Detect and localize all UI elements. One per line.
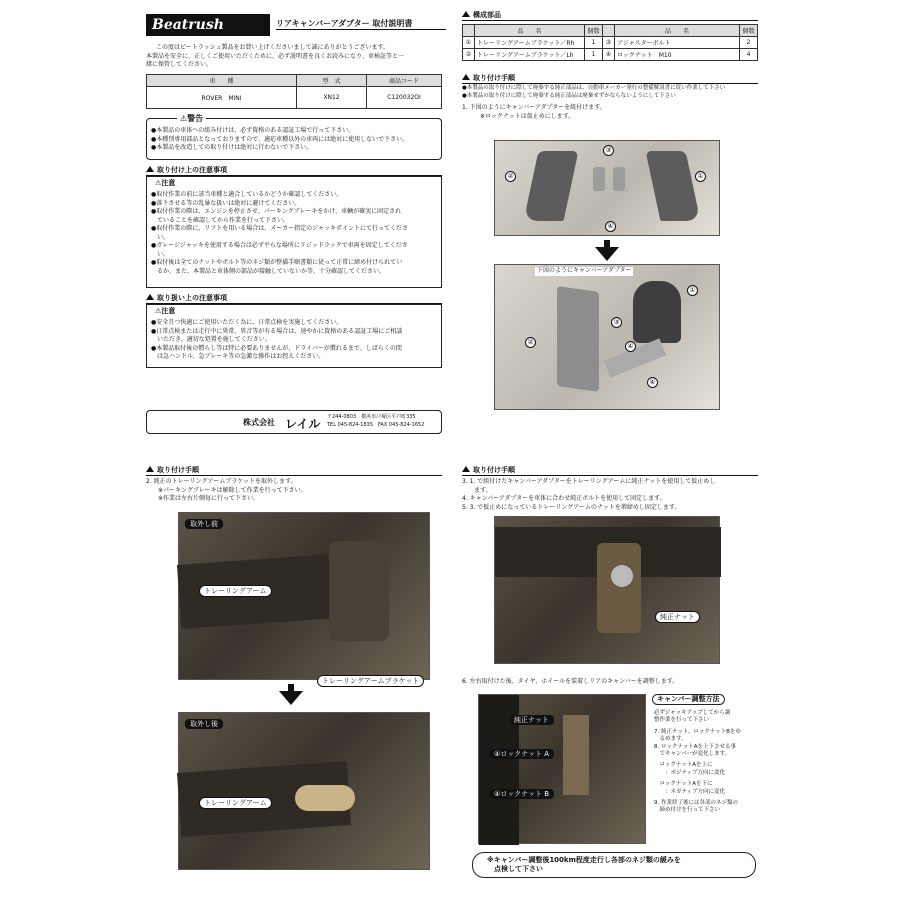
parts-col: 個数 [740, 25, 758, 37]
note-item: いただき、適切な処置を施してください。 [151, 336, 271, 343]
parts-col: 個数 [585, 25, 603, 37]
note-item: ていることを確認してから作業を行って下さい。 [151, 216, 290, 224]
trailing-arm-label: トレーリングアーム [199, 797, 272, 809]
adjust-line: るめます。 [654, 736, 687, 743]
warning-box [146, 114, 442, 160]
step-line: ます。 [462, 486, 492, 494]
mounted-photo [494, 516, 720, 664]
adjust-line: 9. 作業終了後には各部のネジ類の [654, 800, 738, 807]
bracket-left-shape [524, 151, 579, 221]
step-line: ※パーキングブレーキは解除して作業を行って下さい。 [146, 486, 307, 494]
parts-cell: 1 [585, 37, 603, 49]
spec-table [146, 74, 442, 109]
recheck-footer-box [472, 852, 756, 878]
company-address: 〒244-0803 横浜市戸塚区平戸町335 [327, 414, 416, 420]
footer-line: 点検して下さい [487, 865, 543, 873]
parts-cell: アジャスターボルト [615, 37, 740, 49]
step-line: 2. 純正のトレーリングアームブラケットを取外します。 [146, 478, 297, 485]
bracket-shape [329, 541, 389, 641]
before-label: 取外し前 [185, 519, 223, 529]
bracket-shape [597, 543, 641, 633]
shaft-shape [295, 785, 355, 811]
note-item: ●安全且つ快適にご使用いただく為に、日常点検を実施してください。 [151, 319, 343, 326]
parts-cell: ① [463, 37, 475, 49]
step-line: 1. 下図のようにキャンバーアダプターを組付けます。 [462, 104, 606, 111]
parts-header: 構成部品 [462, 11, 758, 21]
camber-adjust-panel [650, 694, 760, 844]
trailing-arm-label: トレーリングアーム [199, 585, 272, 597]
bolt-shape [613, 167, 625, 191]
photo-caption: 下図のようにキャンバーアダプター [537, 267, 632, 274]
parts-table [462, 24, 758, 61]
spec-cell: XN12 [297, 87, 367, 109]
steps-header: 取り付け手順 [462, 466, 758, 476]
trailing-arm-bracket-label: トレーリングアームブラケット [317, 675, 424, 687]
step-line: 3. 1. で組付けたキャンバーアダプターをトレーリングアームに純正ナットを使用して仮止めし [462, 478, 716, 485]
assembled-photo [494, 264, 720, 410]
part-marker-1: ① [695, 171, 706, 182]
parts-cell: 4 [740, 49, 758, 61]
note-item: ●本製品取付後の慣らし等は特に必要ありませんが、ドライバーが慣れるまで、しばらくの間 [151, 344, 402, 352]
step-1 [462, 104, 758, 121]
note-item: は急ハンドル、急ブレーキ等の急激な操作はお控えください。 [151, 353, 325, 360]
company-name: レイル [285, 417, 321, 431]
intro-text [146, 44, 446, 70]
brand-logo: Beatrush [146, 14, 270, 36]
step-2 [146, 478, 442, 504]
adjust-line: 7. 純正ナット、ロックナットBをゆ [654, 728, 741, 735]
down-arrow-icon [279, 691, 303, 705]
step-line: ※ロックナットは仮止めにします。 [462, 112, 575, 120]
footer-line: ※キャンバー調整後100km程度走行し各部のネジ類の緩みを [487, 856, 681, 864]
bolt-shape [593, 167, 605, 191]
adjust-line: ロックナットAを下に [654, 781, 713, 788]
install-notes-list [151, 191, 441, 276]
parts-cell: 2 [740, 37, 758, 49]
handling-notes-list [151, 319, 441, 362]
caution-title: ⚠注意 [155, 179, 176, 187]
step-6: 6. 左右取付けた後、タイヤ、ホイールを装着しリアのキャンバーを調整します。 [462, 678, 679, 685]
step-line: 5. 3. で仮止めになっているトレーリングアームのナットを増締めし固定します。 [462, 503, 681, 511]
part-marker-3: ③ [603, 145, 614, 156]
adjust-line: 締め付けを行って下さい [654, 807, 721, 814]
note-item: ●本製品の取り付けに際して廃棄する純正部品は廃棄せずかならないようにして下さい [462, 92, 676, 99]
parts-col [463, 25, 475, 37]
camber-adjust-text [654, 710, 760, 815]
spec-header: 商品コード [367, 75, 442, 87]
company-prefix: 株式会社 [243, 418, 275, 427]
parts-cell: ② [463, 49, 475, 61]
adjust-photo [478, 694, 646, 844]
lock-nut-a-tag: ④ロックナット A [489, 749, 554, 759]
part-marker-3: ③ [611, 317, 622, 328]
down-arrow-icon [595, 247, 619, 261]
parts-col [603, 25, 615, 37]
recheck-footer [487, 856, 753, 874]
note-item: い。 [151, 233, 170, 241]
steps-header: 取り付け手順 [146, 466, 442, 476]
adjust-line: 8. ロックナットAを上下させる事 [654, 743, 737, 750]
lock-nut-b-tag: ④ロックナット B [489, 789, 554, 799]
nut-shape [611, 565, 633, 587]
parts-cell: トレーリングアームブラケット／Lh [475, 49, 585, 61]
before-photo [178, 512, 430, 685]
note-item: るか、また、本製品と車体側の部品が接触していないか等、十分確認してください。 [151, 267, 386, 275]
adjust-line: ロックナットAを上に [654, 762, 713, 769]
warning-item: ●本製品の車体への組み付けは、必ず資格のある認証工場で行って下さい。 [151, 127, 355, 134]
part-marker-4: ④ [647, 377, 658, 388]
step-line: ※作業は左右片側毎に行って下さい。 [146, 495, 260, 502]
adjust-line: でキャンバーが変化します。 [654, 751, 731, 758]
warning-icon: ⚠ [180, 114, 188, 123]
after-photo [178, 712, 430, 870]
step-line: 4. キャンバーアダプターを車体に合わせ純正ボルトを使用して固定します。 [462, 495, 666, 502]
adjust-line: 必ずジャッキアップしてから調 [654, 710, 731, 716]
company-tel: TEL 045-824-1835 FAX 045-824-1652 [327, 422, 425, 428]
camber-adjust-title: キャンバー調整方法 [652, 694, 725, 705]
parts-cell: 1 [585, 49, 603, 61]
note-item: ●本製品の取り付けに際して廃棄する純正部品は、自動車メーカー発行の整備解説書に従い作業して下さい [462, 85, 726, 91]
part-marker-2: ② [525, 337, 536, 348]
note-item: ●取付作業の際は、エンジンを停止させ、パーキングブレーキをかけ、車輌が確実に固定され [151, 208, 402, 215]
note-item: ●取付作業の前に該当車種と適合しているかどうか確認してください。 [151, 191, 343, 198]
adjust-line: 整作業を行って下さい [654, 717, 710, 724]
adjust-line: ：ポジティブ方向に変化 [654, 769, 726, 776]
caution-icon: ⚠ [155, 179, 162, 187]
part-marker-2: ② [505, 171, 516, 182]
parts-cell: トレーリングアームブラケット／Rh [475, 37, 585, 49]
bracket-shape [563, 715, 589, 795]
warning-item: ●本製品を改造しての取り付けは絶対に行わないで下さい。 [151, 144, 313, 151]
parts-cell: ③ [603, 37, 615, 49]
parts-cell: ロックナット M10 [615, 49, 740, 61]
note-item: い。 [151, 250, 170, 258]
handling-notes-header: 取り扱い上の注意事項 [146, 294, 442, 304]
bracket-shape [557, 286, 599, 392]
parts-cell: ④ [603, 49, 615, 61]
note-item: ●日常点検または走行中に異常、異音等が有る場合は、速やかに資格のある認証工場にご相談 [151, 327, 403, 335]
steps-3-5 [462, 478, 758, 512]
install-notes-box [146, 176, 442, 288]
install-notes [462, 85, 758, 100]
note-item: ●取付作業の際に、リフトを用いる場合は、メーカー指定のジャッキポイントにて行ってくださ [151, 225, 408, 232]
page-title: リアキャンバーアダプター 取付説明書 [276, 19, 446, 30]
part-marker-4: ④ [605, 221, 616, 232]
genuine-nut-tag: 純正ナット [509, 715, 554, 725]
spec-header: 車 種 [147, 75, 297, 87]
part-marker-4: ④ [625, 341, 636, 352]
bracket-shape-dark [633, 281, 681, 343]
spec-cell: C120032OI [367, 87, 442, 109]
spec-header: 型 式 [297, 75, 367, 87]
company-box [146, 410, 442, 434]
parts-col: 品 名 [475, 25, 585, 37]
parts-col: 品 名 [615, 25, 740, 37]
warning-item: ●本種別専用部品となっておりますので、適応車種以外の車両には絶対に使用しないで下さい。 [151, 135, 409, 143]
warning-list [151, 127, 441, 153]
intro-line: 本製品を安全に、正しくご使用いただくために、必ず説明書を良くお読みになり、車検証等と一 [146, 52, 405, 60]
intro-line: この度はビートラッシュ製品をお買い上げくださいまして誠にありがとうございます。 [156, 44, 390, 51]
bracket-right-shape [646, 151, 701, 221]
adjust-line: ：ネガティブ方向に変化 [654, 788, 726, 795]
spec-cell: ROVER MINI [147, 87, 297, 109]
handling-notes-box [146, 304, 442, 368]
note-item: ●落下させる等の乱暴な扱いは絶対に避けてください。 [151, 199, 301, 207]
part-marker-1: ① [687, 285, 698, 296]
intro-line: 緒に保管してください。 [146, 61, 213, 68]
install-notes-header: 取り付け上の注意事項 [146, 166, 442, 176]
steps-header: 取り付け手順 [462, 74, 758, 84]
after-label: 取外し後 [185, 719, 223, 729]
note-item: ●ガレージジャッキを使用する場合は必ず平らな場所にリジッドラックで車両を固定してくださ [151, 242, 408, 249]
caution-icon: ⚠ [155, 307, 162, 315]
warning-title: ⚠警告 [177, 114, 206, 124]
parts-photo [494, 140, 720, 236]
genuine-nut-label: 純正ナット [655, 611, 700, 623]
note-item: ●取付後は全てのナットやボルト等のネジ類が整備手順書類に従って正常に締め付けられてい [151, 259, 403, 266]
caution-title: ⚠注意 [155, 307, 176, 315]
